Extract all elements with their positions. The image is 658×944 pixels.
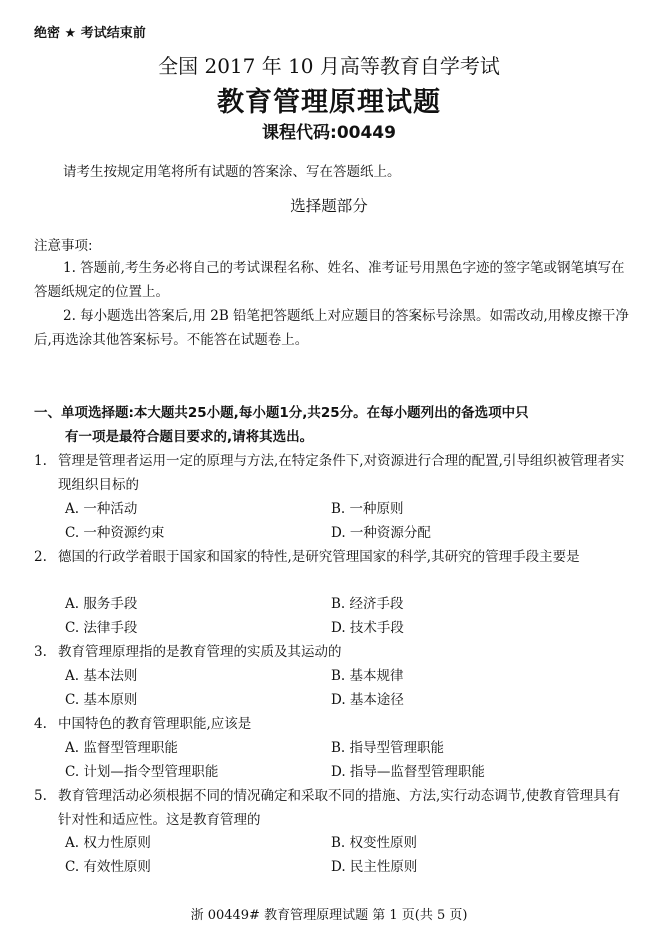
question-5-option-c: C. 有效性原则 — [65, 859, 151, 875]
question-1 — [34, 449, 626, 497]
question-3-option-d: D. 基本途径 — [331, 692, 404, 708]
paper-title: 教育管理原理试题 — [217, 87, 441, 118]
question-stem: 中国特色的教育管理职能,应该是 — [58, 716, 252, 732]
course-code: 课程代码:00449 — [262, 123, 396, 143]
question-5 — [34, 784, 626, 832]
part-header-line-2: 有一项是最符合题目要求的,请将其选出。 — [65, 429, 314, 445]
question-4-option-c: C. 计划—指令型管理职能 — [65, 764, 219, 780]
question-3-option-c: C. 基本原则 — [65, 692, 138, 708]
note-item-2: 2. 每小题选出答案后,用 2B 铅笔把答题纸上对应题目的答案标号涂黑。如需改动,用橡皮擦干净后,再选涂其他答案标号。不能答在试题卷上。 — [34, 308, 629, 348]
question-3-option-a: A. 基本法则 — [65, 668, 138, 684]
note-item-1: 1. 答题前,考生务必将自己的考试课程名称、姓名、准考证号用黑色字迹的签字笔或钢笔填写在答题纸规定的位置上。 — [34, 260, 625, 300]
question-2-option-c: C. 法律手段 — [65, 620, 138, 636]
exam-title: 全国 2017 年 10 月高等教育自学考试 — [158, 54, 500, 78]
question-2-option-a: A. 服务手段 — [65, 596, 138, 612]
question-4 — [34, 712, 626, 736]
question-stem: 教育管理活动必须根据不同的情况确定和采取不同的措施、方法,实行动态调节,使教育管理具有针对性和适应性。这是教育管理的 — [58, 788, 621, 828]
question-5-option-b: B. 权变性原则 — [331, 835, 418, 851]
section-title: 选择题部分 — [290, 197, 368, 215]
question-stem: 德国的行政学着眼于国家和国家的特性,是研究管理国家的科学,其研究的管理手段主要是 — [58, 549, 580, 565]
question-1-option-d: D. 一种资源分配 — [331, 525, 431, 541]
question-1-option-a: A. 一种活动 — [65, 501, 138, 517]
question-stem: 管理是管理者运用一定的原理与方法,在特定条件下,对资源进行合理的配置,引导组织被管理者实现组织目标的 — [58, 453, 625, 493]
question-4-option-d: D. 指导—监督型管理职能 — [331, 764, 485, 780]
secrecy-label: 绝密 ★ 考试结束前 — [34, 26, 146, 41]
question-2-option-b: B. 经济手段 — [331, 596, 404, 612]
question-5-option-d: D. 民主性原则 — [331, 859, 418, 875]
answer-instruction: 请考生按规定用笔将所有试题的答案涂、写在答题纸上。 — [63, 164, 401, 180]
question-3 — [34, 640, 626, 664]
question-1-option-b: B. 一种原则 — [331, 501, 404, 517]
question-number: 1. — [34, 453, 47, 469]
question-2 — [34, 545, 626, 569]
question-3-option-b: B. 基本规律 — [331, 668, 404, 684]
question-2-option-d: D. 技术手段 — [331, 620, 404, 636]
question-5-option-a: A. 权力性原则 — [65, 835, 151, 851]
question-4-option-a: A. 监督型管理职能 — [65, 740, 178, 756]
notes-title: 注意事项: — [34, 238, 93, 254]
question-1-option-c: C. 一种资源约束 — [65, 525, 165, 541]
question-stem: 教育管理原理指的是教育管理的实质及其运动的 — [58, 644, 342, 660]
question-number: 3. — [34, 644, 47, 660]
question-number: 5. — [34, 788, 47, 804]
question-4-option-b: B. 指导型管理职能 — [331, 740, 445, 756]
question-number: 4. — [34, 716, 47, 732]
part-header — [34, 401, 626, 449]
part-header-line-1: 一、单项选择题:本大题共25小题,每小题1分,共25分。在每小题列出的备选项中只 — [34, 405, 529, 421]
page-footer: 浙 00449# 教育管理原理试题 第 1 页(共 5 页) — [190, 908, 468, 923]
question-number: 2. — [34, 549, 47, 565]
